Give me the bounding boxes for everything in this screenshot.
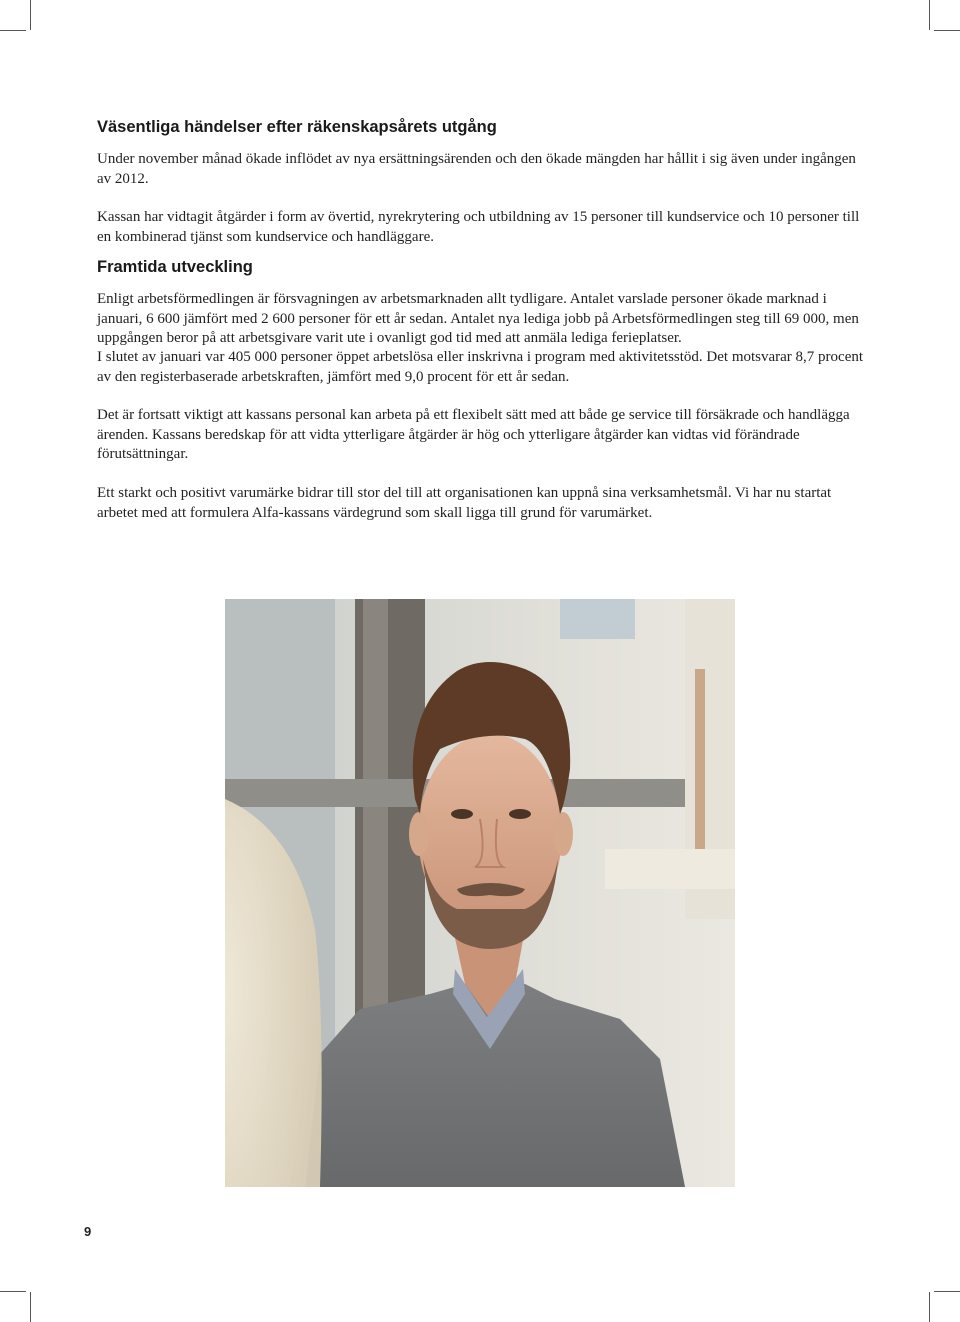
crop-mark <box>934 1291 960 1292</box>
crop-mark <box>0 1291 26 1292</box>
paragraph: Det är fortsatt viktigt att kassans personal kan arbeta på ett flexibelt sätt med att både ge service till försäkrade och handlägga ärenden. Kassans beredskap för att vidta ytterligare åtgärder är hög och ytterligare åtgärder kan vidtas vid förändrade förutsättningar. <box>97 407 850 462</box>
paragraph: Kassan har vidtagit åtgärder i form av övertid, nyrekrytering och utbildning av 15 personer till kundservice och 10 personer till en kombinerad tjänst som kundservice och handläggare. <box>97 209 860 245</box>
section-heading: Väsentliga händelser efter räkenskapsårets utgång <box>97 118 497 136</box>
crop-mark <box>929 0 930 30</box>
page-number: 9 <box>84 1224 92 1239</box>
paragraph: I slutet av januari var 405 000 personer öppet arbetslösa eller inskrivna i program med aktivitetsstöd. Det motsvarar 8,7 procent av den registerbaserade arbetskraften, jämfört med 9,0 procent för ett år sedan. <box>97 349 864 385</box>
paragraph: Under november månad ökade inflödet av nya ersättningsärenden och den ökade mängden har hållit i sig även under ingången av 2012. <box>97 151 856 187</box>
paragraph: Ett starkt och positivt varumärke bidrar till stor del till att organisationen kan uppnå sina verksamhetsmål. Vi har nu startat arbetet med att formulera Alfa-kassans värdegrund som skall ligga till grund för varumärket. <box>97 485 832 521</box>
crop-mark <box>934 30 960 31</box>
crop-mark <box>30 0 31 30</box>
paragraph: Enligt arbetsförmedlingen är försvagningen av arbetsmarknaden allt tydligare. Antalet varslade personer ökade marknad i januari, 6 600 jämfört med 2 600 personer för ett år sedan. Antalet nya lediga jobb på Arbetsförmedlingen steg till 69 000, men uppgången beror på att arbetsgivare varit ute i ovanligt god tid med att anmäla lediga ferieplatser. <box>97 291 859 346</box>
crop-mark <box>929 1292 930 1322</box>
crop-mark <box>0 30 26 31</box>
crop-mark <box>30 1292 31 1322</box>
section-heading: Framtida utveckling <box>97 258 253 276</box>
photo-man-in-sweater <box>225 599 735 1187</box>
